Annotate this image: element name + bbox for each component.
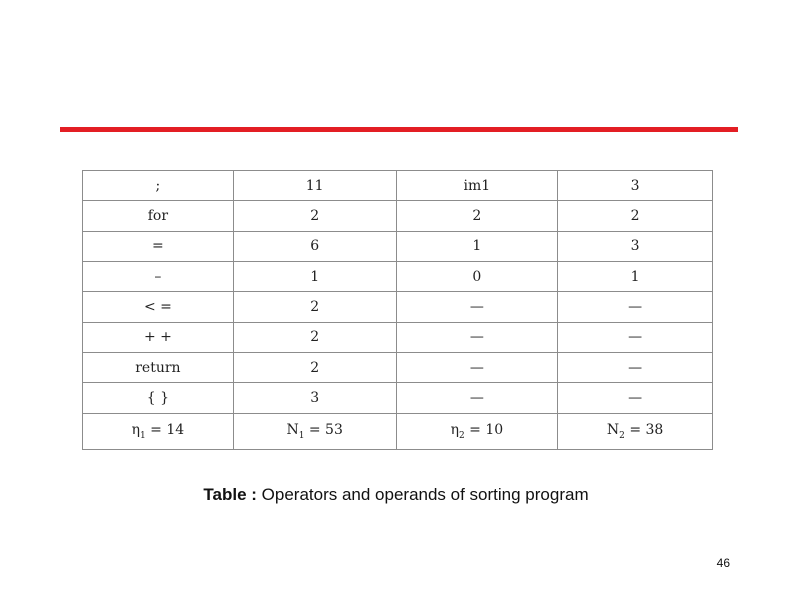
table-cell: return [83,352,234,382]
total-unique-operators: $\eta_1 = 14$ [83,413,234,450]
table-cell: 3 [558,171,713,201]
table-cell: ; [83,171,234,201]
page-number: 46 [716,556,730,570]
table-cell: 2 [558,201,713,231]
operators-operands-table [82,170,713,450]
table-cell: 3 [558,231,713,261]
table-cell: = [83,231,234,261]
table-cell: — [558,352,713,382]
table-cell: — [396,322,558,352]
total-operands: $N_2 = 38$ [558,413,713,450]
caption-text: Operators and operands of sorting program [256,485,589,504]
table-cell: im1 [396,171,558,201]
table-cell: — [396,383,558,413]
table-row [83,261,713,291]
table-row [83,383,713,413]
table-row [83,231,713,261]
table-cell: 2 [233,292,396,322]
table-cell: 0 [396,261,558,291]
table-row [83,292,713,322]
red-divider-line [60,127,738,132]
table-row [83,171,713,201]
caption-label: Table : [203,485,257,504]
table-row [83,322,713,352]
table-cell: 2 [396,201,558,231]
table-cell: 2 [233,352,396,382]
table-cell: 1 [233,261,396,291]
table-cell: 2 [233,322,396,352]
total-unique-operands: $\eta_2 = 10$ [396,413,558,450]
table-cell: + + [83,322,234,352]
table-cell: 1 [558,261,713,291]
table-cell: — [396,352,558,382]
table-cell: for [83,201,234,231]
table-cell: 3 [233,383,396,413]
table-cell: 2 [233,201,396,231]
total-operators: $N_1 = 53$ [233,413,396,450]
table-cell: { } [83,383,234,413]
table-cell: — [558,383,713,413]
table-cell: 11 [233,171,396,201]
table-cell: — [396,292,558,322]
table-row [83,201,713,231]
table-cell: — [558,292,713,322]
table-caption [0,485,792,505]
table-row [83,352,713,382]
table-cell: – [83,261,234,291]
table-cell: — [558,322,713,352]
table-cell: 6 [233,231,396,261]
table-cell: 1 [396,231,558,261]
table-totals-row [83,413,713,450]
table-cell: < = [83,292,234,322]
